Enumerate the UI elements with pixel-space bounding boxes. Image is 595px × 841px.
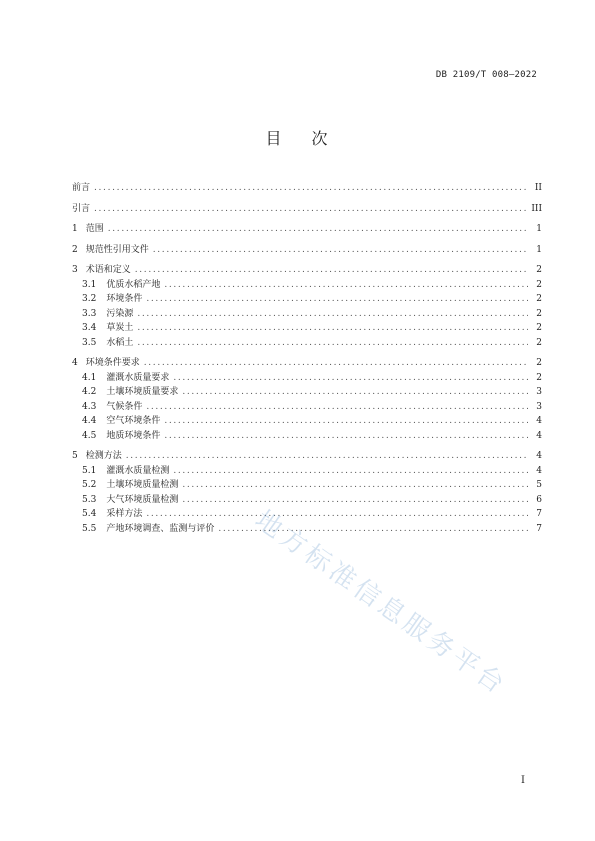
toc-entry-label: 土壤环境质量检测 <box>106 480 179 490</box>
toc-entry-label: 草炭土 <box>106 323 134 333</box>
toc-entry-label: 污染源 <box>106 308 134 319</box>
toc-dot-leader <box>135 263 528 278</box>
toc-dot-leader <box>153 243 528 258</box>
toc-dot-leader <box>137 307 528 322</box>
toc-entry[interactable] <box>72 449 542 464</box>
toc-entry-label: 检测方法 <box>85 451 122 461</box>
toc-entry-label: 引言 <box>72 203 91 214</box>
toc-dot-leader <box>164 278 528 293</box>
toc-dot-leader <box>144 356 528 371</box>
toc-entry-label: 优质水稻产地 <box>106 279 161 290</box>
toc-dot-leader <box>146 400 528 415</box>
table-of-contents <box>72 181 542 536</box>
toc-dot-leader <box>182 478 528 493</box>
toc-dot-leader <box>182 493 528 508</box>
toc-dot-leader <box>94 181 528 196</box>
toc-entry-number: 4 <box>72 358 78 368</box>
toc-entry[interactable] <box>72 292 542 307</box>
toc-entry-page: 2 <box>536 308 542 319</box>
toc-entry-label: 前言 <box>72 183 91 193</box>
toc-entry-number: 4.1 <box>82 372 97 383</box>
toc-entry[interactable] <box>72 278 542 293</box>
toc-entry-label: 大气环境质量检测 <box>106 494 179 505</box>
toc-entry-page: 4 <box>536 451 542 461</box>
toc-entry-number: 5.2 <box>82 480 97 490</box>
toc-entry[interactable] <box>72 464 542 479</box>
toc-entry-label: 环境条件要求 <box>85 358 140 368</box>
document-code: DB 2109/T 008—2022 <box>435 70 537 80</box>
toc-dot-leader <box>173 371 528 386</box>
toc-dot-leader <box>146 292 528 307</box>
toc-entry-label: 灌溉水质量要求 <box>106 372 170 383</box>
toc-dot-leader <box>137 336 528 351</box>
toc-entry-page: 6 <box>536 494 542 505</box>
toc-entry-label: 空气环境条件 <box>106 416 161 426</box>
toc-entry-page: 4 <box>536 430 542 441</box>
page-title <box>0 126 595 149</box>
toc-entry-page: III <box>531 203 542 214</box>
toc-entry-label: 环境条件 <box>106 294 143 304</box>
toc-dot-leader <box>94 202 527 217</box>
toc-entry-number: 3.1 <box>82 279 97 290</box>
toc-entry[interactable] <box>72 243 542 258</box>
toc-dot-leader <box>173 464 528 479</box>
toc-entry-label: 气候条件 <box>106 401 143 412</box>
toc-entry-page: 2 <box>536 265 542 275</box>
toc-entry[interactable] <box>72 371 542 386</box>
toc-entry[interactable] <box>72 202 542 217</box>
toc-dot-leader <box>108 222 528 237</box>
toc-entry-page: 4 <box>536 416 542 426</box>
toc-entry-page: 7 <box>536 509 542 519</box>
toc-entry[interactable] <box>72 321 542 336</box>
toc-entry-number: 3.3 <box>82 308 97 319</box>
page-number: I <box>521 775 525 786</box>
toc-entry-page: 4 <box>536 465 542 476</box>
toc-entry-number: 2 <box>72 244 78 255</box>
toc-entry-number: 1 <box>72 224 78 234</box>
page-title-part1: 目 <box>265 129 284 148</box>
toc-entry[interactable] <box>72 356 542 371</box>
toc-entry-page: 2 <box>536 323 542 333</box>
toc-entry[interactable] <box>72 263 542 278</box>
toc-entry-number: 5.5 <box>82 523 97 534</box>
toc-entry-label: 规范性引用文件 <box>85 244 149 255</box>
toc-entry-label: 土壤环境质量要求 <box>106 387 179 397</box>
toc-entry-page: 2 <box>536 337 542 348</box>
toc-entry[interactable] <box>72 307 542 322</box>
toc-entry-label: 采样方法 <box>106 509 143 519</box>
toc-entry-number: 5.4 <box>82 509 97 519</box>
toc-entry-number: 5.1 <box>82 465 97 476</box>
toc-entry-number: 5.3 <box>82 494 97 505</box>
toc-entry-label: 地质环境条件 <box>106 430 161 441</box>
toc-dot-leader <box>182 385 528 400</box>
toc-entry[interactable] <box>72 414 542 429</box>
toc-entry[interactable] <box>72 336 542 351</box>
toc-entry-page: 7 <box>536 523 542 534</box>
toc-dot-leader <box>126 449 528 464</box>
toc-entry-page: 2 <box>536 372 542 383</box>
toc-entry[interactable] <box>72 493 542 508</box>
toc-entry-page: 1 <box>536 224 542 234</box>
toc-entry-page: II <box>534 183 542 193</box>
toc-entry[interactable] <box>72 507 542 522</box>
watermark: 地方标准信息服务平台 <box>249 504 513 702</box>
toc-entry-number: 3.5 <box>82 337 97 348</box>
toc-entry-number: 4.5 <box>82 430 97 441</box>
toc-entry-number: 3.2 <box>82 294 97 304</box>
toc-entry-page: 2 <box>536 279 542 290</box>
toc-entry-page: 1 <box>536 244 542 255</box>
toc-entry-page: 3 <box>536 387 542 397</box>
page-title-part2: 次 <box>311 129 330 148</box>
toc-dot-leader <box>164 429 528 444</box>
toc-entry-number: 3 <box>72 265 78 275</box>
toc-entry[interactable] <box>72 478 542 493</box>
toc-entry-number: 4.2 <box>82 387 97 397</box>
toc-dot-leader <box>146 507 528 522</box>
toc-entry[interactable] <box>72 429 542 444</box>
toc-entry[interactable] <box>72 385 542 400</box>
toc-entry-page: 2 <box>536 294 542 304</box>
toc-entry-number: 3.4 <box>82 323 97 333</box>
toc-entry[interactable] <box>72 222 542 237</box>
toc-entry-number: 4.4 <box>82 416 97 426</box>
toc-entry-page: 3 <box>536 401 542 412</box>
toc-entry-page: 2 <box>536 358 542 368</box>
toc-entry[interactable] <box>72 181 542 196</box>
toc-entry-number: 5 <box>72 451 78 461</box>
toc-entry-label: 范围 <box>85 224 104 234</box>
toc-entry-label: 水稻土 <box>106 337 134 348</box>
toc-entry-label: 灌溉水质量检测 <box>106 465 170 476</box>
toc-entry[interactable] <box>72 400 542 415</box>
toc-entry-label: 术语和定义 <box>85 265 131 275</box>
toc-entry-page: 5 <box>536 480 542 490</box>
toc-entry-label: 产地环境调查、监测与评价 <box>106 523 215 534</box>
toc-dot-leader <box>137 321 528 336</box>
toc-entry-number: 4.3 <box>82 401 97 412</box>
toc-dot-leader <box>164 414 528 429</box>
